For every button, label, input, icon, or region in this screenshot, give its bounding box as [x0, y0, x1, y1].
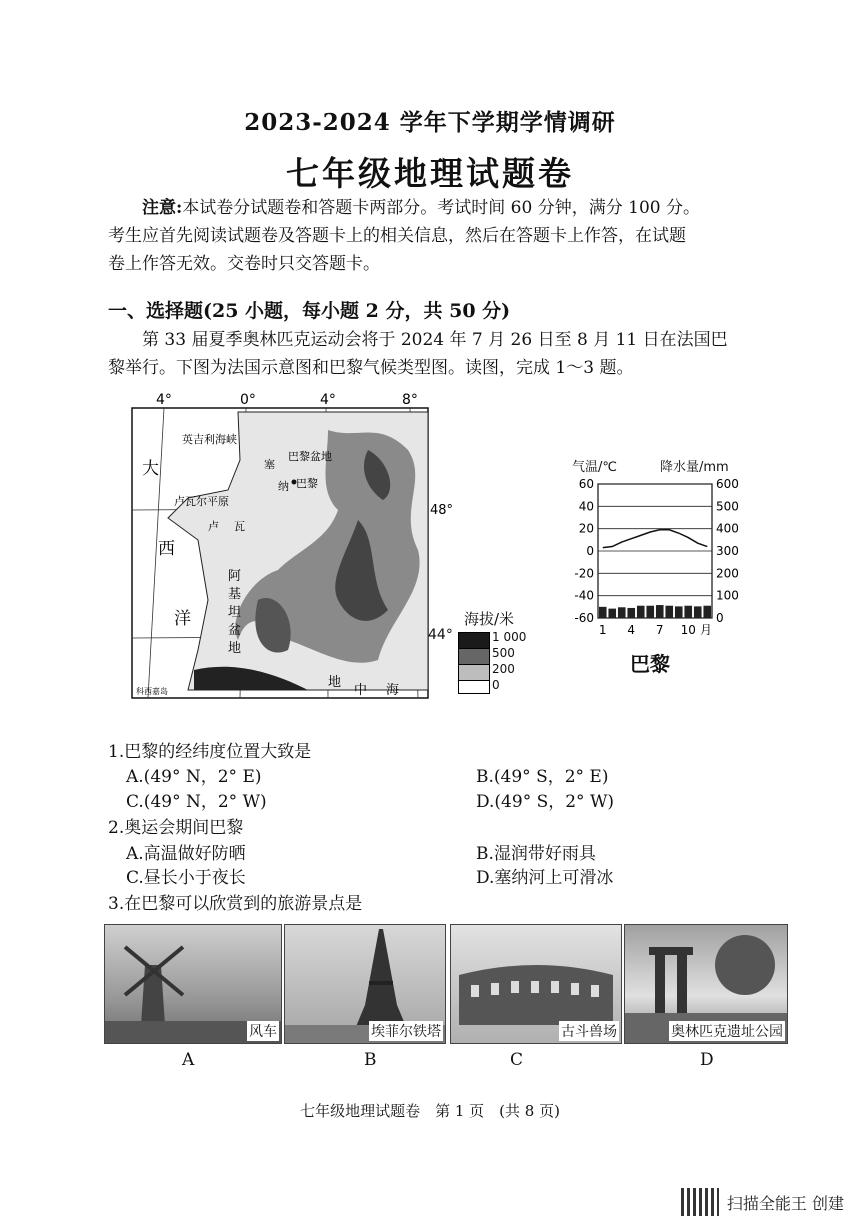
legend-value: 1 000: [492, 630, 527, 644]
map-legend: [458, 632, 558, 696]
chart-x-unit-label: 月: [699, 623, 713, 637]
chart-x-tick-label: 10: [680, 623, 696, 637]
france-map: [128, 390, 458, 706]
photo-letter-d: D: [700, 1050, 714, 1070]
lat-label: 44°: [428, 627, 453, 643]
svg-text:地: 地: [228, 641, 242, 656]
question-2-stem: 2.奥运会期间巴黎: [108, 818, 244, 838]
climate-chart: [560, 474, 776, 650]
question-1-option-d: D.(49° S，2° W): [476, 792, 615, 812]
legend-value: 0: [492, 678, 500, 692]
svg-text:海: 海: [386, 683, 400, 698]
svg-text:卢: 卢: [208, 520, 219, 533]
precipitation-bar: [656, 605, 664, 618]
page-footer: 七年级地理试题卷 第 1 页 (共 8 页): [300, 1102, 560, 1120]
temperature-line: [603, 530, 708, 548]
svg-text:坦: 坦: [228, 605, 242, 620]
lon-label: 4°: [320, 392, 336, 408]
svg-text:瓦: 瓦: [234, 520, 245, 533]
precipitation-bar: [608, 609, 616, 618]
precipitation-bar: [627, 608, 635, 618]
notice-line-3: 卷上作答无效。交卷时只交答题卡。: [108, 254, 380, 274]
map-label-paris: 巴黎: [296, 477, 318, 490]
map-label-basin: 巴黎盆地: [288, 450, 332, 463]
photo-letter-a: A: [182, 1050, 195, 1070]
question-3-stem: 3.在巴黎可以欣赏到的旅游景点是: [108, 894, 363, 914]
svg-text:洋: 洋: [174, 609, 191, 629]
svg-text:塞: 塞: [264, 458, 275, 471]
map-label-channel: 英吉利海峡: [182, 433, 237, 446]
exam-title: 七年级地理试题卷: [286, 154, 574, 193]
chart-x-tick-label: 1: [598, 623, 607, 637]
notice-line-2: 考生应首先阅读试题卷及答题卡上的相关信息，然后在答题卡上作答，在试题: [108, 226, 686, 246]
chart-x-tick-label: 4: [627, 623, 636, 637]
question-2-option-c: C.昼长小于夜长: [126, 868, 246, 888]
photo-caption-c: 古斗兽场: [559, 1021, 619, 1041]
section-intro-2: 黎举行。下图为法国示意图和巴黎气候类型图。读图，完成 1～3 题。: [108, 358, 634, 378]
precipitation-bar: [675, 606, 683, 618]
svg-text:纳: 纳: [278, 480, 289, 493]
question-1-stem: 1.巴黎的经纬度位置大致是: [108, 742, 312, 762]
eiffel-tower-photo: [284, 924, 446, 1044]
precipitation-bar: [618, 607, 626, 618]
chart-tick-label-left: 20: [578, 521, 594, 536]
notice-line-1: 注意:本试卷分试题卷和答题卡两部分。考试时间 60 分钟，满分 100 分。: [142, 198, 700, 218]
question-2-option-d: D.塞纳河上可滑冰: [476, 868, 614, 888]
lon-label: 8°: [402, 392, 418, 408]
chart-tick-label-left: 40: [578, 499, 594, 514]
svg-text:地: 地: [328, 675, 342, 690]
notice-label: 注意:: [142, 198, 183, 218]
chart-tick-label-left: -60: [574, 611, 594, 625]
map-label-loire: 卢瓦尔平原: [174, 495, 229, 508]
photo-letter-b: B: [364, 1050, 377, 1070]
windmill-photo: [104, 924, 282, 1044]
svg-text:基: 基: [228, 587, 242, 602]
svg-text:大: 大: [142, 459, 159, 479]
legend-value: 200: [492, 662, 515, 676]
photo-caption-a: 风车: [247, 1021, 279, 1041]
precipitation-bar: [665, 606, 673, 618]
question-1-option-b: B.(49° S，2° E): [476, 767, 609, 787]
svg-text:阿: 阿: [228, 569, 242, 584]
lon-label: 4°: [156, 392, 172, 408]
chart-tick-label-left: 60: [578, 477, 594, 491]
olympia-ruins-photo: [624, 924, 788, 1044]
chart-ylabel-right: 降水量/mm: [660, 460, 729, 475]
section-intro-1: 第 33 届夏季奥林匹克运动会将于 2024 年 7 月 26 日至 8 月 11 日在法国巴: [142, 330, 728, 350]
chart-tick-label-left: 0: [586, 544, 594, 558]
photo-letter-c: C: [510, 1050, 524, 1070]
lat-label: 48°: [430, 503, 454, 518]
chart-tick-label-right: 400: [716, 521, 739, 536]
svg-text:盆: 盆: [228, 623, 242, 638]
chart-tick-label-right: 500: [716, 499, 739, 514]
exam-subtitle: 2023-2024 学年下学期学情调研: [244, 109, 616, 136]
svg-text:西: 西: [158, 539, 175, 559]
question-1-option-a: A.(49° N，2° E): [126, 767, 262, 787]
precipitation-bar: [637, 606, 645, 618]
qr-code-icon: [681, 1188, 719, 1216]
chart-x-tick-label: 7: [655, 623, 664, 637]
section-title: 一、选择题(25 小题，每小题 2 分，共 50 分): [108, 300, 511, 322]
watermark-text: 扫描全能王 创建: [726, 1193, 844, 1213]
precipitation-bar: [694, 606, 702, 618]
question-1-option-c: C.(49° N，2° W): [126, 792, 267, 812]
svg-text:中: 中: [354, 683, 368, 698]
precipitation-bar: [684, 606, 692, 618]
map-legend-title: 海拔/米: [464, 610, 515, 628]
map-label-corsica: 科西嘉岛: [136, 687, 168, 696]
precipitation-bar: [646, 606, 654, 618]
photo-caption-b: 埃菲尔铁塔: [369, 1021, 443, 1041]
question-2-option-a: A.高温做好防晒: [126, 844, 246, 864]
chart-ylabel-left: 气温/℃: [572, 460, 617, 475]
chart-tick-label-left: -40: [574, 588, 594, 603]
photo-caption-d: 奥林匹克遗址公园: [669, 1021, 785, 1041]
precipitation-bar: [599, 607, 607, 618]
chart-tick-label-right: 300: [716, 544, 739, 558]
chart-tick-label-right: 100: [716, 588, 739, 603]
chart-tick-label-left: -20: [574, 566, 594, 581]
colosseum-photo: [450, 924, 622, 1044]
question-2-option-b: B.湿润带好雨具: [476, 844, 596, 864]
chart-tick-label-right: 200: [716, 566, 739, 581]
paris-marker: [292, 480, 297, 485]
precipitation-bar: [703, 606, 711, 618]
chart-tick-label-right: 600: [716, 477, 739, 491]
scanner-watermark: [681, 1188, 844, 1216]
lon-label: 0°: [240, 392, 256, 408]
legend-value: 500: [492, 646, 515, 660]
chart-tick-label-right: 0: [716, 611, 724, 625]
chart-caption: 巴黎: [630, 652, 670, 676]
legend-swatch: [458, 680, 490, 694]
